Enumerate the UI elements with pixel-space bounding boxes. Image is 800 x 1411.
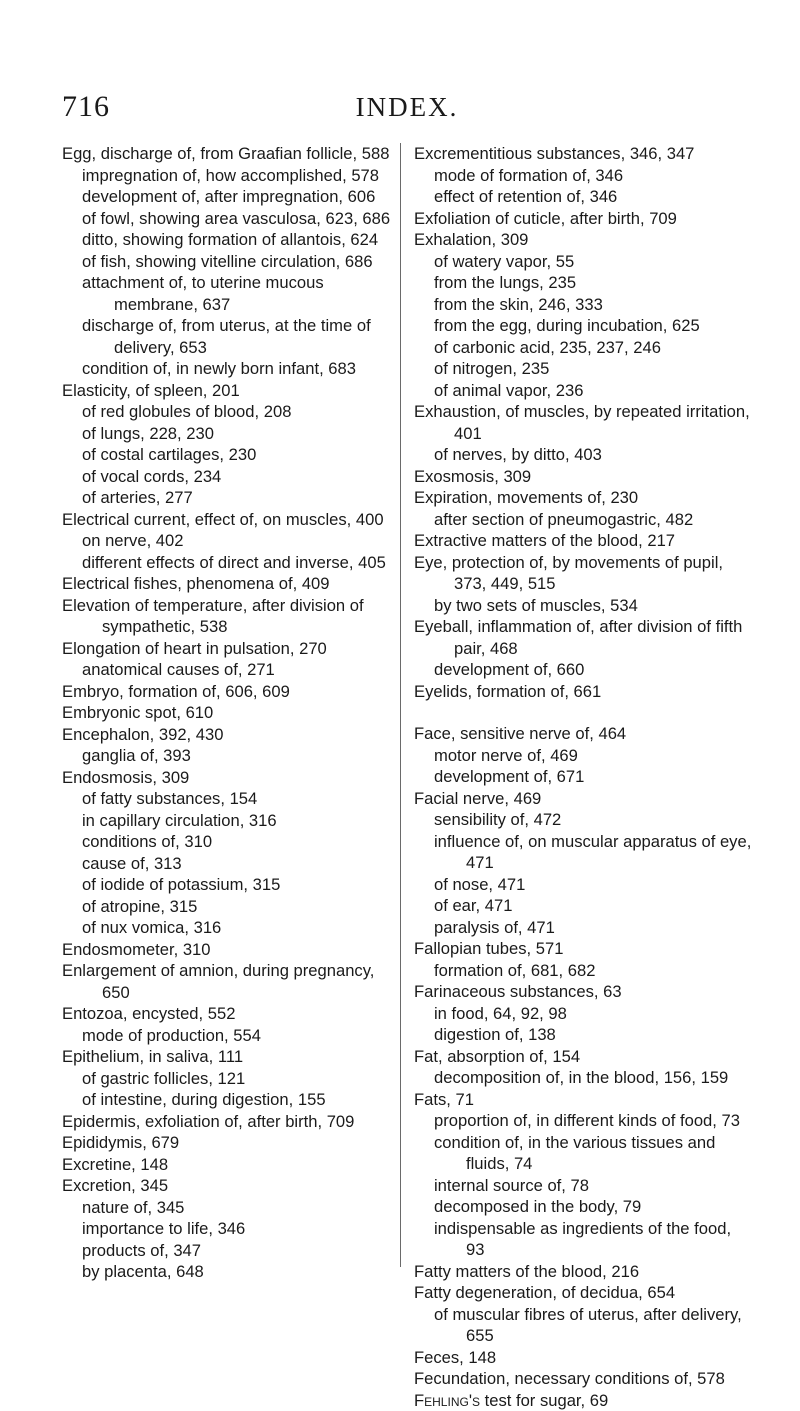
index-subentry: of red globules of blood, 208	[62, 401, 402, 423]
index-subentry: of lungs, 228, 230	[62, 423, 402, 445]
index-entry: Fat, absorption of, 154	[414, 1046, 754, 1068]
index-column-right	[414, 143, 754, 1411]
index-subentry: of carbonic acid, 235, 237, 246	[414, 337, 754, 359]
index-subentry: products of, 347	[62, 1240, 402, 1262]
index-subentry: of nitrogen, 235	[414, 358, 754, 380]
index-subentry: after section of pneumogastric, 482	[414, 509, 754, 531]
index-subentry: on nerve, 402	[62, 530, 402, 552]
index-entry: Epidermis, exfoliation of, after birth, 709	[62, 1111, 402, 1133]
index-entry: Electrical current, effect of, on muscles, 400	[62, 509, 402, 531]
index-entry: Expiration, movements of, 230	[414, 487, 754, 509]
index-subentry: of iodide of potassium, 315	[62, 874, 402, 896]
index-subentry: of fowl, showing area vasculosa, 623, 686	[62, 208, 402, 230]
index-subentry: ditto, showing formation of allantois, 624	[62, 229, 402, 251]
index-entry: Elevation of temperature, after division of sympathetic, 538	[62, 595, 402, 638]
index-subentry: discharge of, from uterus, at the time of delivery, 653	[62, 315, 402, 358]
index-subentry: effect of retention of, 346	[414, 186, 754, 208]
index-entry: Fats, 71	[414, 1089, 754, 1111]
index-subentry: development of, after impregnation, 606	[62, 186, 402, 208]
index-subentry: of fatty substances, 154	[62, 788, 402, 810]
index-subentry: of vocal cords, 234	[62, 466, 402, 488]
index-entry: Embryonic spot, 610	[62, 702, 402, 724]
index-subentry: condition of, in newly born infant, 683	[62, 358, 402, 380]
index-subentry: from the lungs, 235	[414, 272, 754, 294]
index-entry: Eyelids, formation of, 661	[414, 681, 754, 703]
index-subentry: of nose, 471	[414, 874, 754, 896]
index-subentry: of intestine, during digestion, 155	[62, 1089, 402, 1111]
index-subentry: formation of, 681, 682	[414, 960, 754, 982]
index-entry: Endosmosis, 309	[62, 767, 402, 789]
index-subentry: conditions of, 310	[62, 831, 402, 853]
index-subentry: attachment of, to uterine mucous membrane, 637	[62, 272, 402, 315]
index-entry: Epididymis, 679	[62, 1132, 402, 1154]
index-entry: Fatty matters of the blood, 216	[414, 1261, 754, 1283]
index-entry: Fehling's test for sugar, 69	[414, 1390, 754, 1411]
index-subentry: cause of, 313	[62, 853, 402, 875]
index-subentry: paralysis of, 471	[414, 917, 754, 939]
index-subentry: of nerves, by ditto, 403	[414, 444, 754, 466]
page-number: 716	[62, 90, 110, 124]
index-entry: Epithelium, in saliva, 111	[62, 1046, 402, 1068]
index-subentry: impregnation of, how accomplished, 578	[62, 165, 402, 187]
index-subentry: of fish, showing vitelline circulation, 686	[62, 251, 402, 273]
index-entry: Entozoa, encysted, 552	[62, 1003, 402, 1025]
index-entry: Farinaceous substances, 63	[414, 981, 754, 1003]
index-subentry: internal source of, 78	[414, 1175, 754, 1197]
index-entry: Exosmosis, 309	[414, 466, 754, 488]
index-subentry: proportion of, in different kinds of food, 73	[414, 1110, 754, 1132]
index-entry: Enlargement of amnion, during pregnancy, 650	[62, 960, 402, 1003]
index-subentry: in food, 64, 92, 98	[414, 1003, 754, 1025]
index-subentry: from the skin, 246, 333	[414, 294, 754, 316]
index-subentry: of atropine, 315	[62, 896, 402, 918]
index-entry: Excretine, 148	[62, 1154, 402, 1176]
index-subentry: of ear, 471	[414, 895, 754, 917]
index-subentry: decomposition of, in the blood, 156, 159	[414, 1067, 754, 1089]
index-entry: Encephalon, 392, 430	[62, 724, 402, 746]
index-subentry: indispensable as ingredients of the food, 93	[414, 1218, 754, 1261]
index-subentry: mode of production, 554	[62, 1025, 402, 1047]
index-entry: Fallopian tubes, 571	[414, 938, 754, 960]
index-entry: Elongation of heart in pulsation, 270	[62, 638, 402, 660]
index-entry: Extractive matters of the blood, 217	[414, 530, 754, 552]
index-subentry: from the egg, during incubation, 625	[414, 315, 754, 337]
index-subentry: of costal cartilages, 230	[62, 444, 402, 466]
index-entry: Elasticity, of spleen, 201	[62, 380, 402, 402]
index-subentry: decomposed in the body, 79	[414, 1196, 754, 1218]
index-subentry: importance to life, 346	[62, 1218, 402, 1240]
running-title: INDEX.	[62, 92, 752, 123]
index-entry: Exhaustion, of muscles, by repeated irritation, 401	[414, 401, 754, 444]
index-subentry: nature of, 345	[62, 1197, 402, 1219]
index-subentry: by two sets of muscles, 534	[414, 595, 754, 617]
index-subentry: of animal vapor, 236	[414, 380, 754, 402]
index-subentry: in capillary circulation, 316	[62, 810, 402, 832]
page-header	[62, 90, 752, 124]
index-subentry: of gastric follicles, 121	[62, 1068, 402, 1090]
index-subentry: of watery vapor, 55	[414, 251, 754, 273]
index-entry: Exhalation, 309	[414, 229, 754, 251]
index-entry: Fecundation, necessary conditions of, 578	[414, 1368, 754, 1390]
index-entry: Feces, 148	[414, 1347, 754, 1369]
index-subentry: by placenta, 648	[62, 1261, 402, 1283]
index-subentry: of nux vomica, 316	[62, 917, 402, 939]
index-entry: Face, sensitive nerve of, 464	[414, 723, 754, 745]
index-entry: Excretion, 345	[62, 1175, 402, 1197]
index-subentry: sensibility of, 472	[414, 809, 754, 831]
index-subentry: development of, 671	[414, 766, 754, 788]
index-entry: Eyeball, inflammation of, after division of fifth pair, 468	[414, 616, 754, 659]
index-subentry: motor nerve of, 469	[414, 745, 754, 767]
index-subentry: development of, 660	[414, 659, 754, 681]
index-subentry: ganglia of, 393	[62, 745, 402, 767]
index-entry: Eye, protection of, by movements of pupil, 373, 449, 515	[414, 552, 754, 595]
index-entry: Exfoliation of cuticle, after birth, 709	[414, 208, 754, 230]
column-divider	[400, 143, 401, 1267]
index-subentry: influence of, on muscular apparatus of eye, 471	[414, 831, 754, 874]
index-subentry: condition of, in the various tissues and fluids, 74	[414, 1132, 754, 1175]
index-subentry: digestion of, 138	[414, 1024, 754, 1046]
index-column-left	[62, 143, 402, 1283]
index-subentry: mode of formation of, 346	[414, 165, 754, 187]
index-entry: Excrementitious substances, 346, 347	[414, 143, 754, 165]
index-entry: Egg, discharge of, from Graafian follicle, 588	[62, 143, 402, 165]
index-entry: Embryo, formation of, 606, 609	[62, 681, 402, 703]
index-subentry: anatomical causes of, 271	[62, 659, 402, 681]
index-subentry: of muscular fibres of uterus, after delivery, 655	[414, 1304, 754, 1347]
index-subentry: different effects of direct and inverse, 405	[62, 552, 402, 574]
index-entry: Electrical fishes, phenomena of, 409	[62, 573, 402, 595]
index-entry: Fatty degeneration, of decidua, 654	[414, 1282, 754, 1304]
index-subentry: of arteries, 277	[62, 487, 402, 509]
index-entry: Endosmometer, 310	[62, 939, 402, 961]
index-entry: Facial nerve, 469	[414, 788, 754, 810]
